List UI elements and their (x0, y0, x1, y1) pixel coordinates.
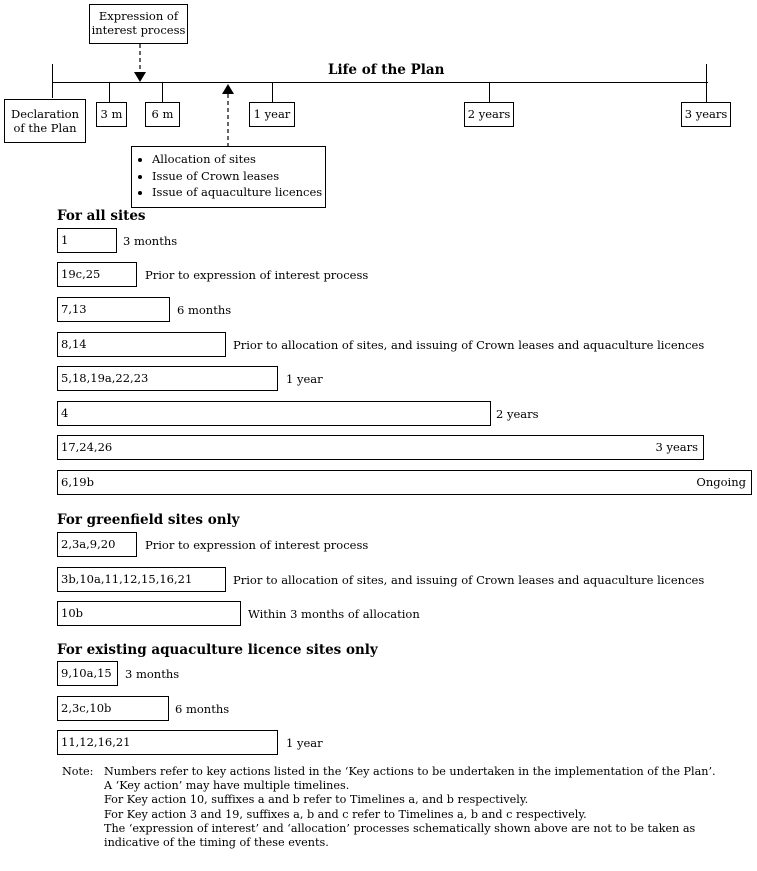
timeline-bar (57, 297, 170, 322)
marker-3-years: 3 years (681, 102, 731, 127)
bar-timing: 3 months (123, 234, 178, 248)
bar-timing: 6 months (175, 702, 230, 716)
bar-actions: 1 (61, 233, 69, 247)
note-line: Numbers refer to key actions listed in the ‘Key actions to be undertaken in the implementation of the Plan’. (104, 765, 716, 778)
timeline-bar (57, 532, 137, 557)
bar-actions: 11,12,16,21 (61, 735, 131, 749)
bar-actions: 2,3a,9,20 (61, 537, 116, 551)
tick-3y (706, 64, 707, 102)
bar-timing: Within 3 months of allocation (248, 607, 420, 621)
bar-timing: 2 years (496, 407, 539, 421)
bar-actions: 8,14 (61, 337, 87, 351)
timeline-bar (57, 262, 137, 287)
tick-3m (109, 82, 110, 102)
bar-timing: Ongoing (696, 475, 746, 489)
note-line: The ‘expression of interest’ and ‘allocation’ processes schematically shown above are not to be taken as indicative of the timing of these events. (104, 821, 696, 850)
section-title-existing: For existing aquaculture licence sites only (57, 642, 378, 658)
marker-1-year: 1 year (249, 102, 295, 127)
expression-of-interest-box (89, 4, 188, 44)
timeline-bar (57, 366, 278, 391)
timeline-title: Life of the Plan (328, 62, 445, 78)
note-label: Note: (62, 765, 94, 778)
bar-timing: 3 years (655, 440, 698, 454)
tick-2y (489, 82, 490, 102)
bar-timing: 1 year (286, 372, 323, 386)
allocation-item: • Issue of aquaculture licences (152, 184, 325, 201)
note-line: For Key action 10, suffixes a and b refer to Timelines a, and b respectively. (104, 793, 529, 807)
allocation-arrow (218, 82, 238, 148)
declaration-line-2: of the Plan (13, 121, 77, 135)
section-title-greenfield: For greenfield sites only (57, 512, 240, 528)
allocation-list (132, 151, 325, 201)
declaration-line-1: Declaration (11, 107, 79, 121)
tick-1y (272, 82, 273, 102)
notes (62, 765, 752, 850)
marker-6m: 6 m (145, 102, 180, 127)
timeline-bar (57, 661, 118, 686)
bar-actions: 4 (61, 406, 69, 420)
timeline-bar (57, 601, 241, 626)
bar-actions: 17,24,26 (61, 440, 113, 454)
timeline-bar (57, 228, 117, 253)
bar-actions: 6,19b (61, 475, 94, 489)
note-line: A ‘Key action’ may have multiple timelines. (104, 779, 350, 793)
timeline-bar (57, 567, 226, 592)
timeline-bar (57, 401, 491, 426)
timeline-bar (57, 470, 752, 495)
marker-2-years: 2 years (464, 102, 514, 127)
timeline-bar (57, 435, 704, 460)
bar-actions: 19c,25 (61, 267, 101, 281)
eoi-line-2: interest process (91, 23, 186, 37)
timeline-bar (57, 696, 169, 721)
timeline-axis (52, 82, 708, 83)
bar-timing: Prior to allocation of sites, and issuing of Crown leases and aquaculture licences (233, 338, 705, 352)
bar-timing: 1 year (286, 736, 323, 750)
allocation-item: • Allocation of sites (152, 151, 325, 168)
bar-timing: 6 months (177, 303, 232, 317)
allocation-item: • Issue of Crown leases (152, 168, 325, 185)
declaration-box (4, 99, 86, 143)
marker-3m: 3 m (96, 102, 127, 127)
bar-actions: 2,3c,10b (61, 701, 112, 715)
timeline-bar (57, 332, 226, 357)
bar-timing: Prior to allocation of sites, and issuing of Crown leases and aquaculture licences (233, 573, 705, 587)
bar-actions: 9,10a,15 (61, 666, 112, 680)
bar-actions: 5,18,19a,22,23 (61, 371, 149, 385)
note-line: For Key action 3 and 19, suffixes a, b and c refer to Timelines a, b and c respectively. (104, 807, 587, 821)
bar-timing: Prior to expression of interest process (145, 268, 369, 282)
eoi-arrow (130, 44, 150, 84)
eoi-line-1: Expression of (98, 9, 179, 23)
timeline-bar (57, 730, 278, 755)
tick-start (52, 64, 53, 98)
section-title-all-sites: For all sites (57, 208, 146, 224)
allocation-box (131, 146, 326, 208)
bar-timing: Prior to expression of interest process (145, 538, 369, 552)
bar-actions: 3b,10a,11,12,15,16,21 (61, 572, 193, 586)
bar-actions: 7,13 (61, 302, 87, 316)
bar-timing: 3 months (125, 667, 180, 681)
tick-6m (162, 82, 163, 102)
bar-actions: 10b (61, 606, 83, 620)
